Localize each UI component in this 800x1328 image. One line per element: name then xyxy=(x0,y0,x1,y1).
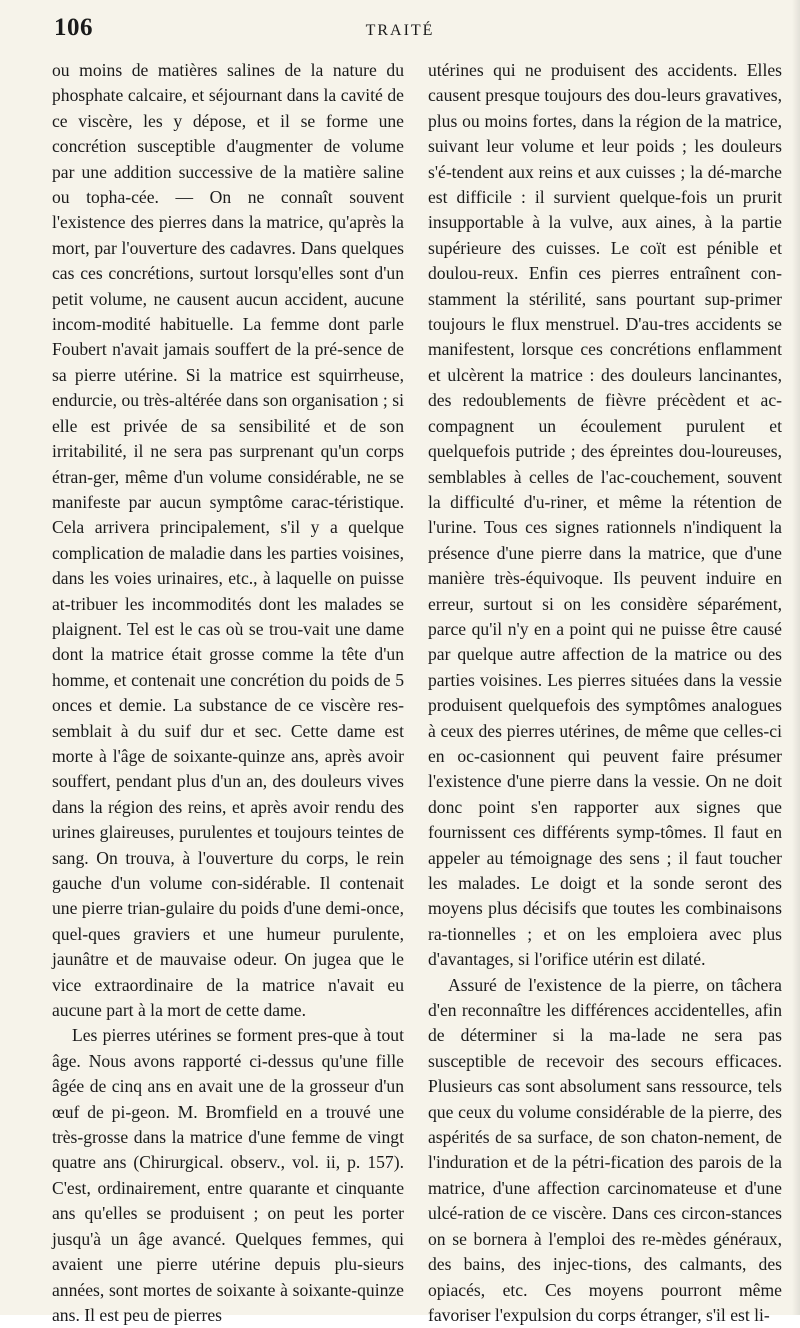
page-number: 106 xyxy=(54,14,93,41)
running-title: TRAITÉ xyxy=(365,22,435,39)
left-paragraph-2: Les pierres utérines se forment pres-que à tout âge. Nous avons rapporté ci-dessus qu'une fille âgée de cinq ans en avait une de la grosseur d'un œuf de pi-geon. M. Bromfield en a trouvé une très-grosse dans la matrice d'une femme de vingt quatre ans (Chirurgical. observ., vol. ii, p. 157). C'est, ordinairement, entre quarante et cinquante ans qu'elles se produisent ; on peut les porter jusqu'à un âge avancé. Quelques femmes, qui avaient une pierre utérine depuis plu-sieurs années, sont mortes de soixante à soixante-quinze ans. Il est peu de pierres xyxy=(52,1025,404,1325)
right-paragraph-2: Assuré de l'existence de la pierre, on tâchera d'en reconnaître les différences accidentelles, afin de déterminer si la ma-lade ne sera pas susceptible de recevoir des secours efficaces. Plusieurs cas sont absolument sans ressource, tels que ceux du volume considérable de la pierre, des aspérités de sa surface, de son chaton-nement, de l'induration et de la pétri-fication des parois de la matrice, d'une affection carcinomateuse et d'une ulcé-ration de ce viscère. Dans ces circon-stances on se bornera à l'emploi des re-mèdes généraux, des bains, des injec-tions, des calmants, des opiacés, etc. Ces moyens pourront même favoriser l'expulsion du corps étranger, s'il est li- xyxy=(428,974,782,1325)
left-paragraph-1: ou moins de matières salines de la nature du phosphate calcaire, et séjournant dans la cavité de ce viscère, les y dépose, et il se forme une concrétion susceptible d'augmenter de volume par une addition successive de la matière saline ou topha-cée. — On ne connaît souvent l'existence des pierres dans la matrice, qu'après la mort, par l'ouverture des cadavres. Dans quelques cas ces concrétions, surtout lorsqu'elles sont d'un petit volume, ne causent aucun accident, aucune incom-modité habituelle. La femme dont parle Foubert n'avait jamais souffert de la pré-sence de sa pierre utérine. Si la matrice est squirrheuse, endurcie, ou très-altérée dans son organisation ; si elle est privée de sa sensibilité et de son irritabilité, il ne sera pas surprenant qu'un corps étran-ger, même d'un volume considérable, ne se manifeste par aucun symptôme carac-téristique. Cela arrivera principalement, s'il y a quelque complication de maladie dans les parties voisines, dans les voies urinaires, etc., à laquelle on puisse at-tribuer les incommodités dont les malades se plaignent. Tel est le cas où se trou-vait une dame dont la matrice était grosse comme la tête d'un homme, et contenait une concrétion du poids de 5 onces et demie. La substance de ce viscère res-semblait à du suif dur et sec. Cette dame est morte à l'âge de soixante-quinze ans, après avoir souffert, pendant plus d'un an, des douleurs vives dans la région des reins, et après avoir rendu des urines glaireuses, purulentes et toujours teintes de sang. On trouva, à l'ouverture du corps, le rein gauche d'un volume con-sidérable. Il contenait une pierre trian-gulaire du poids d'une demi-once, quel-ques graviers et une humeur purulente, jaunâtre et de mauvaise odeur. On jugea que le vice extraordinaire de la matrice n'avait eu aucune part à la mort de cette dame. xyxy=(52,60,404,1021)
right-paragraph-1: utérines qui ne produisent des accidents. Elles causent presque toujours des dou-leurs gravatives, plus ou moins fortes, dans la région de la matrice, suivant leur volume et leur poids ; les douleurs s'é-tendent aux reins et aux cuisses ; la dé-marche est difficile : il survient quelque-fois un prurit insupportable à la vulve, aux aines, à la partie supérieure des cuisses. Le coït est pénible et doulou-reux. Enfin ces pierres entraînent con-stamment la stérilité, sans pourtant sup-primer toujours le flux menstruel. D'au-tres accidents se manifestent, lorsque ces concrétions enflamment et ulcèrent la matrice : des douleurs lancinantes, des redoublements de fièvre précèdent et ac-compagnent un écoulement purulent et quelquefois putride ; des épreintes dou-loureuses, semblables à celles de l'ac-couchement, souvent la difficulté d'u-riner, et même la rétention de l'urine. Tous ces signes rationnels n'indiquent la présence d'une pierre dans la matrice, que d'une manière très-équivoque. Ils peuvent induire en erreur, surtout si on les considère séparément, parce qu'il n'y en a point qui ne puisse être causé par quelque autre affection de la matrice ou des parties voisines. Les pierres situées dans la vessie produisent quelquefois des symptômes analogues à ceux des pierres utérines, de même que celles-ci en oc-casionnent qui peuvent faire présumer l'existence d'une pierre dans la vessie. On ne doit donc point s'en rapporter aux signes que fournissent ces différents symp-tômes. Il faut en appeler au témoignage des sens ; il faut toucher les malades. Le doigt et la sonde seront des moyens plus décisifs que toutes les combinaisons ra-tionnelles ; et on les emploiera avec plus d'avantages, si l'orifice utérin est dilaté. xyxy=(428,60,782,970)
right-column xyxy=(428,58,782,1328)
left-column xyxy=(52,58,404,1328)
page-edge-shadow xyxy=(792,0,800,1315)
